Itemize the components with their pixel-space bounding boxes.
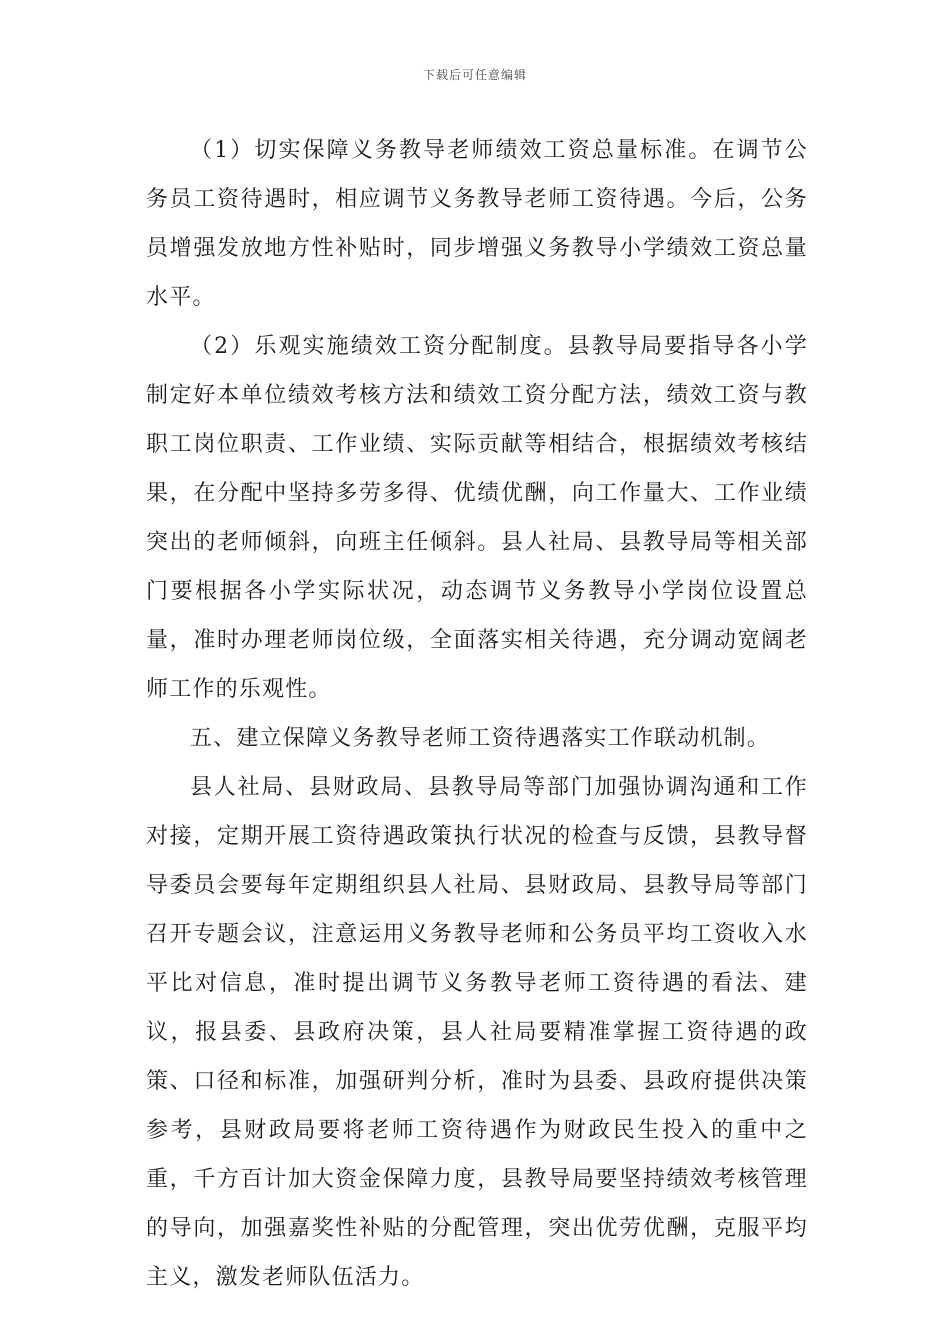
paragraph-department-coordination: 县人社局、县财政局、县教导局等部门加强协调沟通和工作对接，定期开展工资待遇政策执行状况的检查与反馈，县教导督导委员会要每年定期组织县人社局、县财政局、县教导局等部门召开专题会议，注意运用义务教导老师和公务员平均工资收入水平比对信息，准时提出调节义务教导老师工资待遇的看法、建议，报县委、县政府决策，县人社局要精准掌握工资待遇的政策、口径和标准，加强研判分析，准时为县委、县政府提供决策参考，县财政局要将老师工资待遇作为财政民生投入的重中之重，千方百计加大资金保障力度，县教导局要坚持绩效考核管理的导向，加强嘉奖性补贴的分配管理，突出优劳优酬，克服平均主义，激发老师队伍活力。 [146,775,808,1290]
document-body [146,126,808,1302]
section-heading-linkage-mechanism: 五、建立保障义务教导老师工资待遇落实工作联动机制。 [190,726,771,751]
paragraph-performance-pay-distribution: （2）乐观实施绩效工资分配制度。县教导局要指导各小学制定好本单位绩效考核方法和绩效工资分配方法，绩效工资与教职工岗位职责、工作业绩、实际贡献等相结合，根据绩效考核结果，在分配中坚持多劳多得、优绩优酬，向工作量大、工作业绩突出的老师倾斜，向班主任倾斜。县人社局、县教导局等相关部门要根据各小学实际状况，动态调节义务教导小学岗位设置总量，准时办理老师岗位级，全面落实相关待遇，充分调动宽阔老师工作的乐观性。 [146,334,808,702]
paragraph-performance-pay-total: （1）切实保障义务教导老师绩效工资总量标准。在调节公务员工资待遇时，相应调节义务教导老师工资待遇。今后，公务员增强发放地方性补贴时，同步增强义务教导小学绩效工资总量水平。 [146,138,808,310]
header-note: 下载后可任意编辑 [422,68,527,82]
